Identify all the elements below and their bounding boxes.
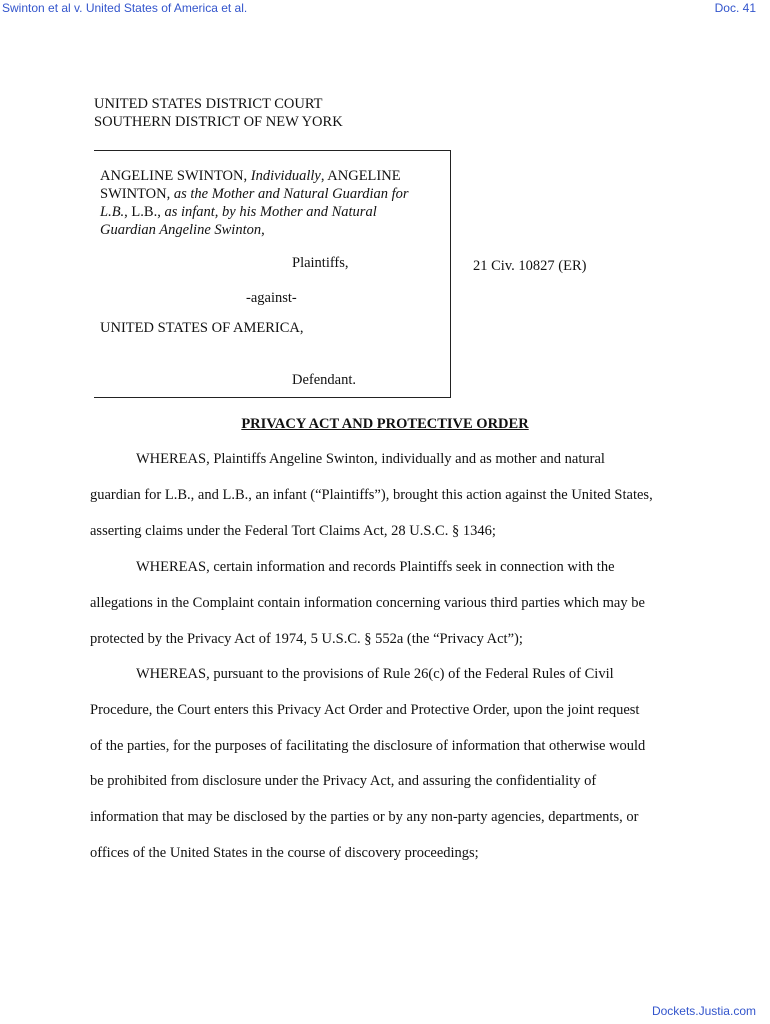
body-line: of the parties, for the purposes of facilitating the disclosure of information that otherwise would <box>90 738 646 754</box>
plaintiff-parties: ANGELINE SWINTON, Individually, ANGELINE SWINTON, as the Mother and Natural Guardian for L.B., L.B., as infant, by his Mother and Natural Guardian Angeline Swinton, <box>100 168 409 238</box>
body-line: be prohibited from disclosure under the Privacy Act, and assuring the confidentiality of <box>90 773 597 789</box>
defendant-label: Defendant. <box>292 372 357 388</box>
against-label: -against- <box>246 290 297 306</box>
body-line: asserting claims under the Federal Tort Claims Act, 28 U.S.C. § 1346; <box>90 523 496 539</box>
body-line: offices of the United States in the course of discovery proceedings; <box>90 845 479 861</box>
order-title: PRIVACY ACT AND PROTECTIVE ORDER <box>241 416 529 432</box>
case-title-link[interactable]: Swinton et al v. United States of America et al. <box>2 1 248 15</box>
doc-number-link[interactable]: Doc. 41 <box>714 1 756 15</box>
plaintiffs-label: Plaintiffs, <box>292 255 349 271</box>
body-line: WHEREAS, certain information and records Plaintiffs seek in connection with the <box>136 559 615 575</box>
body-line: information that may be disclosed by the parties or by any non-party agencies, departments, or <box>90 809 639 825</box>
court-name: UNITED STATES DISTRICT COURT <box>94 96 323 112</box>
body-line: Procedure, the Court enters this Privacy Act Order and Protective Order, upon the joint request <box>90 702 640 718</box>
body-line: WHEREAS, pursuant to the provisions of Rule 26(c) of the Federal Rules of Civil <box>136 666 614 682</box>
defendant-party: UNITED STATES OF AMERICA, <box>100 320 304 336</box>
court-district: SOUTHERN DISTRICT OF NEW YORK <box>94 114 343 130</box>
court-heading <box>94 95 343 131</box>
body-line: protected by the Privacy Act of 1974, 5 U.S.C. § 552a (the “Privacy Act”); <box>90 631 523 647</box>
body-line: guardian for L.B., and L.B., an infant (“Plaintiffs”), brought this action against the United States, <box>90 487 653 503</box>
body-line: allegations in the Complaint contain information concerning various third parties which may be <box>90 595 645 611</box>
dockets-justia-link[interactable]: Dockets.Justia.com <box>651 1004 756 1018</box>
body-line: WHEREAS, Plaintiffs Angeline Swinton, individually and as mother and natural <box>136 451 605 467</box>
case-number: 21 Civ. 10827 (ER) <box>473 258 587 274</box>
